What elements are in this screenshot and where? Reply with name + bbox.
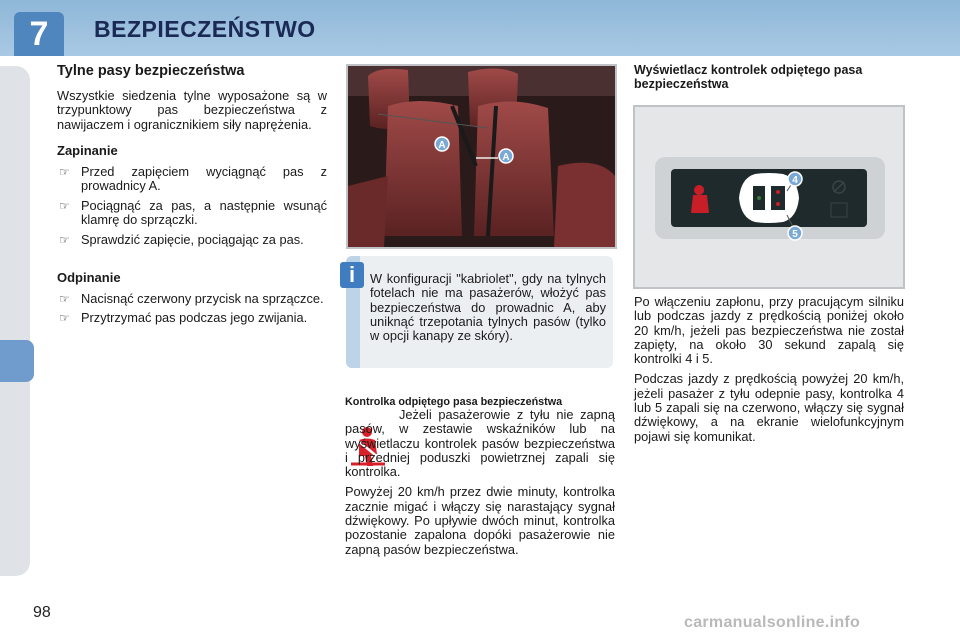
warning-display-illustration [635, 107, 903, 287]
callout-a-2: A [502, 152, 510, 163]
list-item: ☞ Nacisnąć czerwony przycisk na sprzączce. [59, 290, 324, 306]
rear-seats-illustration [348, 66, 615, 247]
display-paragraph-2: Podczas jazdy z prędkością powyżej 20 km/h, jeżeli pasażer z tyłu odepnie pasy, kontrolka 4 lub 5 zapali się na czerwono, włączy się sygnał dźwiękowy, a na ekranie wielofunkcyjnym pojawi się komunikat. [634, 371, 904, 444]
pointer-icon: ☞ [59, 291, 70, 306]
right-column [634, 295, 904, 450]
display-paragraph-1: Po włączeniu zapłonu, przy pracującym silniku lub podczas jazdy z prędkością poniżej około 20 km/h, jeżeli pas bezpieczeństwa nie został zapięty, na około 30 sekund zapalą się kontrolki 4 i 5. [634, 294, 904, 367]
callout-a-1: A [438, 140, 446, 151]
section-heading: Tylne pasy bezpieczeństwa [57, 63, 245, 79]
page-number: 98 [33, 604, 51, 621]
middle-column [345, 407, 615, 569]
info-text: W konfiguracji "kabriolet", gdy na tylnych fotelach nie ma pasażerów, włożyć pas bezpieczeństwa do prowadnic A, aby uniknąć trzepotania tylnych pasów (tylko w opcji kanapy ze skóry). [370, 271, 606, 344]
callout-5: 5 [792, 229, 798, 240]
chapter-tab [0, 340, 34, 382]
warning-lamp-heading: Kontrolka odpiętego pasa bezpieczeństwa [345, 396, 563, 408]
side-strip [0, 66, 30, 576]
list-item: ☞ Przytrzymać pas podczas jego zwijania. [59, 310, 308, 325]
list-item: ☞ Przed zapięciem wyciągnąć pas z prowadnicy A. [59, 163, 327, 193]
pointer-icon: ☞ [59, 232, 70, 247]
chapter-badge: 7 [14, 12, 64, 56]
rear-seats-photo [346, 64, 617, 249]
info-icon: i [340, 262, 364, 288]
intro-paragraph: Wszystkie siedzenia tylne wyposażone są w trzypunktowy pas bezpieczeństwa z nawijaczem i ogranicznikiem siły naprężenia. [57, 87, 327, 132]
page-title: BEZPIECZEŃSTWO [94, 16, 316, 42]
warning-display-photo [633, 105, 905, 289]
callout-4: 4 [792, 175, 798, 186]
display-heading: Wyświetlacz kontrolek odpiętego pasa bezpieczeństwa [634, 63, 863, 91]
watermark: carmanualsonline.info [684, 614, 861, 631]
list-item: ☞ Sprawdzić zapięcie, pociągając za pas. [59, 231, 304, 247]
lamp-paragraph-2: Powyżej 20 km/h przez dwie minuty, kontrolka zacznie migać i włączy się narastający sygnał dźwiękowy. Po upływie dwóch minut, kontrolka pozostanie zapalona dopóki pasażerowie nie zapną pasów bezpieczeństwa. [345, 484, 615, 557]
pointer-icon: ☞ [59, 198, 70, 213]
lamp-paragraph-1-text: Jeżeli pasażerowie z tyłu nie zapną pasów, w zestawie wskaźników lub na wyświetlaczu kontrolek pasów bezpieczeństwa i przedniej poduszki powietrznej zapali się kontrolka. [345, 407, 615, 480]
list-item: ☞ Pociągnąć za pas, a następnie wsunąć klamrę do sprzączki. [59, 197, 327, 227]
pointer-icon: ☞ [59, 311, 70, 325]
left-column [57, 64, 327, 331]
fasten-heading: Zapinanie [57, 143, 118, 158]
pointer-icon: ☞ [59, 164, 70, 179]
unfasten-heading: Odpinanie [57, 270, 121, 285]
